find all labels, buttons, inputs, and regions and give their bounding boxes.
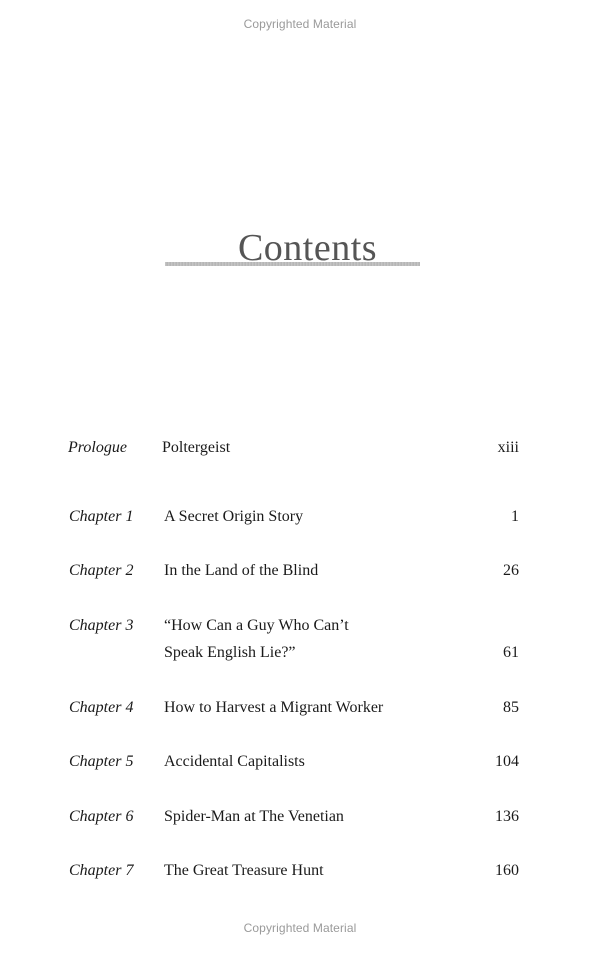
toc-entry-title: The Great Treasure Hunt <box>164 862 324 879</box>
toc-entry-title: Poltergeist <box>162 439 231 456</box>
toc-entry-page: xiii <box>497 439 519 456</box>
toc-entry-title: In the Land of the Blind <box>164 562 319 579</box>
toc-entry-label: Chapter 6 <box>69 808 134 825</box>
toc-entry-title: How to Harvest a Migrant Worker <box>164 699 384 716</box>
toc-entry-label: Chapter 3 <box>69 617 134 634</box>
toc-entry-title-line-2: Speak English Lie?” <box>164 644 296 661</box>
toc-entry-label: Chapter 5 <box>69 753 134 770</box>
toc-entry-title: A Secret Origin Story <box>164 508 304 525</box>
toc-entry-page: 26 <box>503 562 519 579</box>
toc-entry-label: Chapter 7 <box>69 862 134 879</box>
copyright-watermark-bottom: Copyrighted Material <box>243 921 357 935</box>
toc-entry-label: Prologue <box>68 439 127 456</box>
toc-entry-title: Accidental Capitalists <box>164 753 305 770</box>
toc-entry-page: 85 <box>503 699 519 716</box>
contents-heading-block <box>165 226 420 270</box>
page-title: Contents <box>237 227 378 269</box>
toc-entry-page: 160 <box>495 862 519 879</box>
toc-entry-page: 136 <box>495 808 519 825</box>
toc-entry-label: Chapter 4 <box>69 699 134 716</box>
toc-entry-title: Spider-Man at The Venetian <box>164 808 344 825</box>
toc-entry-page: 1 <box>511 508 519 525</box>
toc-entry-label: Chapter 2 <box>69 562 134 579</box>
toc-entry-label: Chapter 1 <box>69 508 134 525</box>
toc-entry-title-line-1: “How Can a Guy Who Can’t <box>164 617 349 634</box>
toc-entry-page: 104 <box>495 753 519 770</box>
copyright-watermark-top: Copyrighted Material <box>243 17 357 31</box>
toc-entry-page: 61 <box>503 644 519 661</box>
